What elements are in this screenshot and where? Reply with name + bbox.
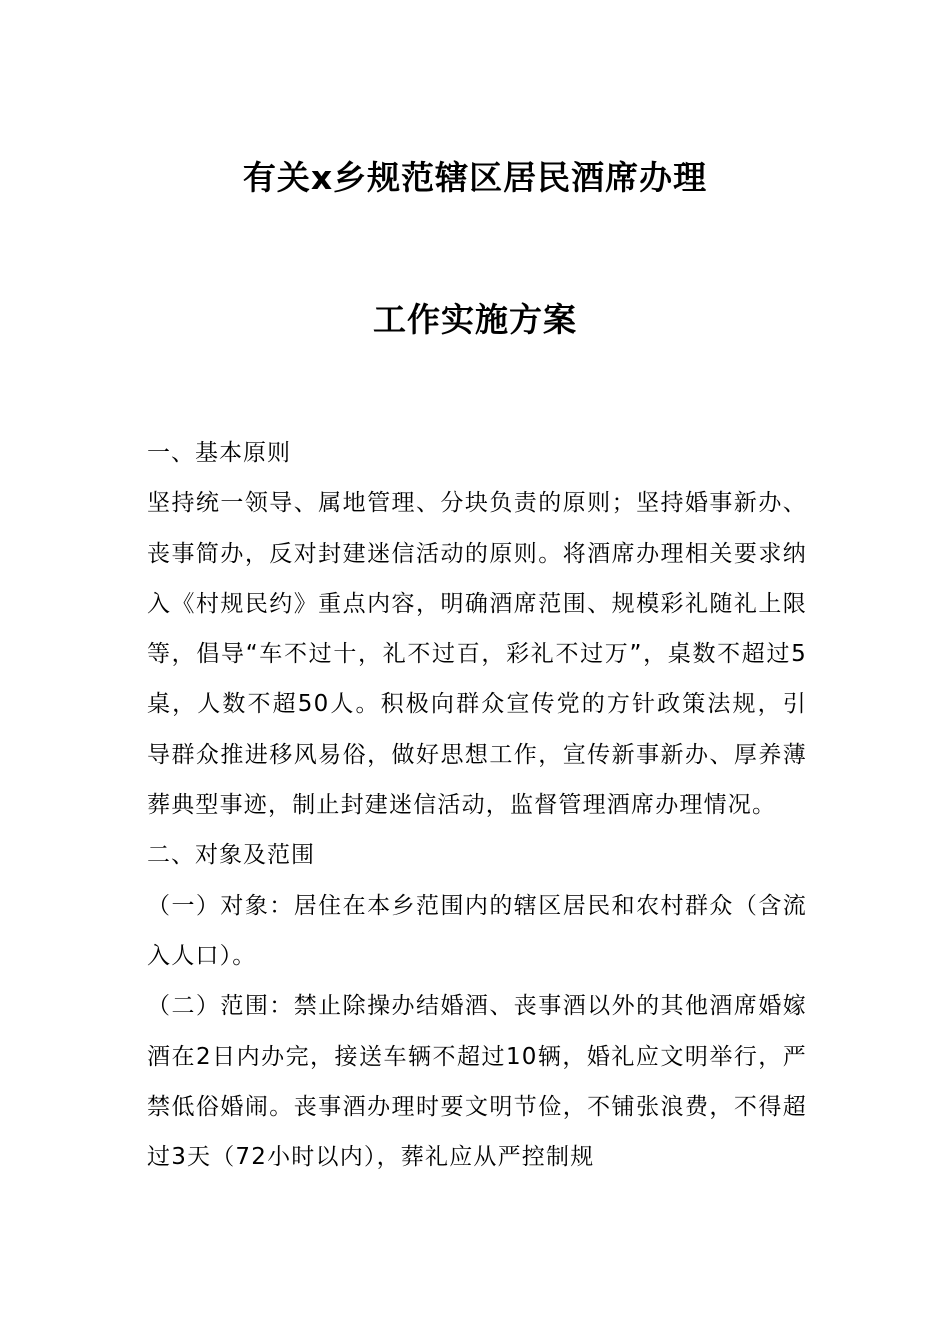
document-title-line-2: 工作实施方案 [373,300,577,339]
paragraph-target: （一）对象：居住在本乡范围内的辖区居民和农村群众（含流入人口）。 [147,892,807,969]
section-heading-target-and-scope: 二、对象及范围 [147,842,315,869]
section-heading-basic-principles: 一、基本原则 [147,440,291,466]
paragraph-scope: （二）范围：禁止除操办结婚酒、丧事酒以外的其他酒席婚嫁酒在2日内办完，接送车辆不超过10辆，婚礼应文明举行，严禁低俗婚闹。丧事酒办理时要文明节俭，不铺张浪费，不得超过3天（72小时以内），葬礼应从严控制规 [147,993,807,1171]
document-title-line-1: 有关x乡规范辖区居民酒席办理 [242,158,708,197]
paragraph-basic-principles: 坚持统一领导、属地管理、分块负责的原则；坚持婚事新办、丧事简办，反对封建迷信活动的原则。将酒席办理相关要求纳入《村规民约》重点内容，明确酒席范围、规模彩礼随礼上限等，倡导“车不过十，礼不过百，彩礼不过万”，桌数不超过5桌，人数不超50人。积极向群众宣传党的方针政策法规，引导群众推进移风易俗，做好思想工作，宣传新事新办、厚养薄葬典型事迹，制止封建迷信活动，监督管理酒席办理情况。 [147,490,807,819]
document-body [147,428,807,1182]
